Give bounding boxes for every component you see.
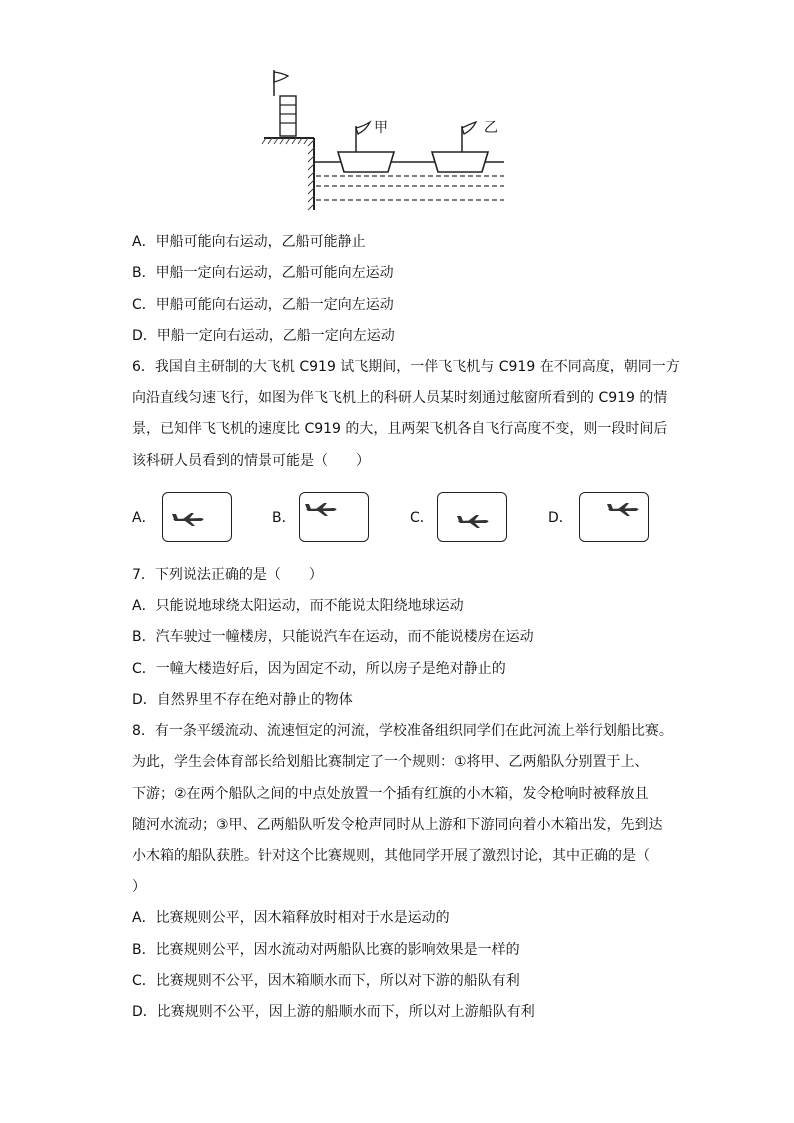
boats-diagram xyxy=(260,68,510,214)
q6-option-d-label: D． xyxy=(548,510,573,526)
q6-option-b-label: B． xyxy=(272,510,296,526)
q5-option-b: B．甲船一定向右运动，乙船可能向左运动 xyxy=(132,265,394,281)
plane-icon xyxy=(171,509,207,529)
q8-option-a: A．比赛规则公平，因木箱释放时相对于水是运动的 xyxy=(132,910,450,926)
q7-option-d: D．自然界里不存在绝对静止的物体 xyxy=(132,692,353,708)
q8-stem-line: 小木箱的船队获胜。针对这个比赛规则，其他同学开展了激烈讨论，其中正确的是（ xyxy=(132,848,650,864)
q8-stem-line: 下游；②在两个船队之间的中点处放置一个插有红旗的小木箱，发令枪响时被释放且 xyxy=(132,786,649,802)
plane-icon xyxy=(456,511,492,531)
boat-jia-flag xyxy=(356,122,370,134)
q8-option-b: B．比赛规则公平，因水流动对两船队比赛的影响效果是一样的 xyxy=(132,942,520,958)
q5-option-d: D．甲船一定向右运动，乙船一定向左运动 xyxy=(132,328,395,344)
q8-stem-line: ） xyxy=(132,879,146,895)
q7-option-c: C．一幢大楼造好后，因为固定不动，所以房子是绝对静止的 xyxy=(132,661,506,677)
q8-option-c: C．比赛规则不公平，因木箱顺水而下，所以对下游的船队有利 xyxy=(132,973,520,989)
tower-body xyxy=(280,96,296,136)
q6-option-b-picture xyxy=(299,492,369,542)
q6-option-c-picture xyxy=(437,492,507,542)
q6-stem-line: 向沿直线匀速飞行，如图为伴飞飞机上的科研人员某时刻通过舷窗所看到的 C919 的情 xyxy=(132,390,668,406)
q6-option-a-label: A． xyxy=(132,510,156,526)
boat-yi xyxy=(432,152,488,172)
q6-stem-line: 该科研人员看到的情景可能是（ ） xyxy=(132,453,370,469)
boat-yi-label: 乙 xyxy=(484,120,498,136)
boat-yi-flag xyxy=(462,122,476,134)
q7-option-b: B．汽车驶过一幢楼房，只能说汽车在运动，而不能说楼房在运动 xyxy=(132,629,534,645)
q6-option-d-picture xyxy=(579,492,649,542)
q7-stem: 7．下列说法正确的是（ ） xyxy=(132,567,323,583)
tower-flag xyxy=(274,72,288,82)
q8-stem-line: 随河水流动；③甲、乙两船队听发令枪声同时从上游和下游同向着小木箱出发，先到达 xyxy=(132,817,663,833)
plane-icon xyxy=(606,499,642,519)
plane-icon xyxy=(304,499,340,519)
boats-figure xyxy=(260,68,510,214)
q6-option-a-picture xyxy=(162,492,232,542)
q8-stem-line: 8．有一条平缓流动、流速恒定的河流，学校准备组织同学们在此河流上举行划船比赛。 xyxy=(132,723,673,739)
q7-option-a: A．只能说地球绕太阳运动，而不能说太阳绕地球运动 xyxy=(132,598,464,614)
q6-stem-line: 景，已知伴飞飞机的速度比 C919 的大，且两架飞机各自飞行高度不变，则一段时间后 xyxy=(132,421,668,437)
q8-stem-line: 为此，学生会体育部长给划船比赛制定了一个规则：①将甲、乙两船队分别置于上、 xyxy=(132,754,649,770)
q6-option-c-label: C． xyxy=(410,510,434,526)
q8-option-d: D．比赛规则不公平，因上游的船顺水而下，所以对上游船队有利 xyxy=(132,1004,535,1020)
q5-option-c: C．甲船可能向右运动，乙船一定向左运动 xyxy=(132,297,394,313)
boat-jia-label: 甲 xyxy=(374,120,388,136)
q5-option-a: A．甲船可能向右运动，乙船可能静止 xyxy=(132,234,366,250)
q6-stem-line: 6．我国自主研制的大飞机 C919 试飞期间，一伴飞飞机与 C919 在不同高度，朝同一方 xyxy=(132,359,680,375)
boat-jia xyxy=(338,152,394,172)
